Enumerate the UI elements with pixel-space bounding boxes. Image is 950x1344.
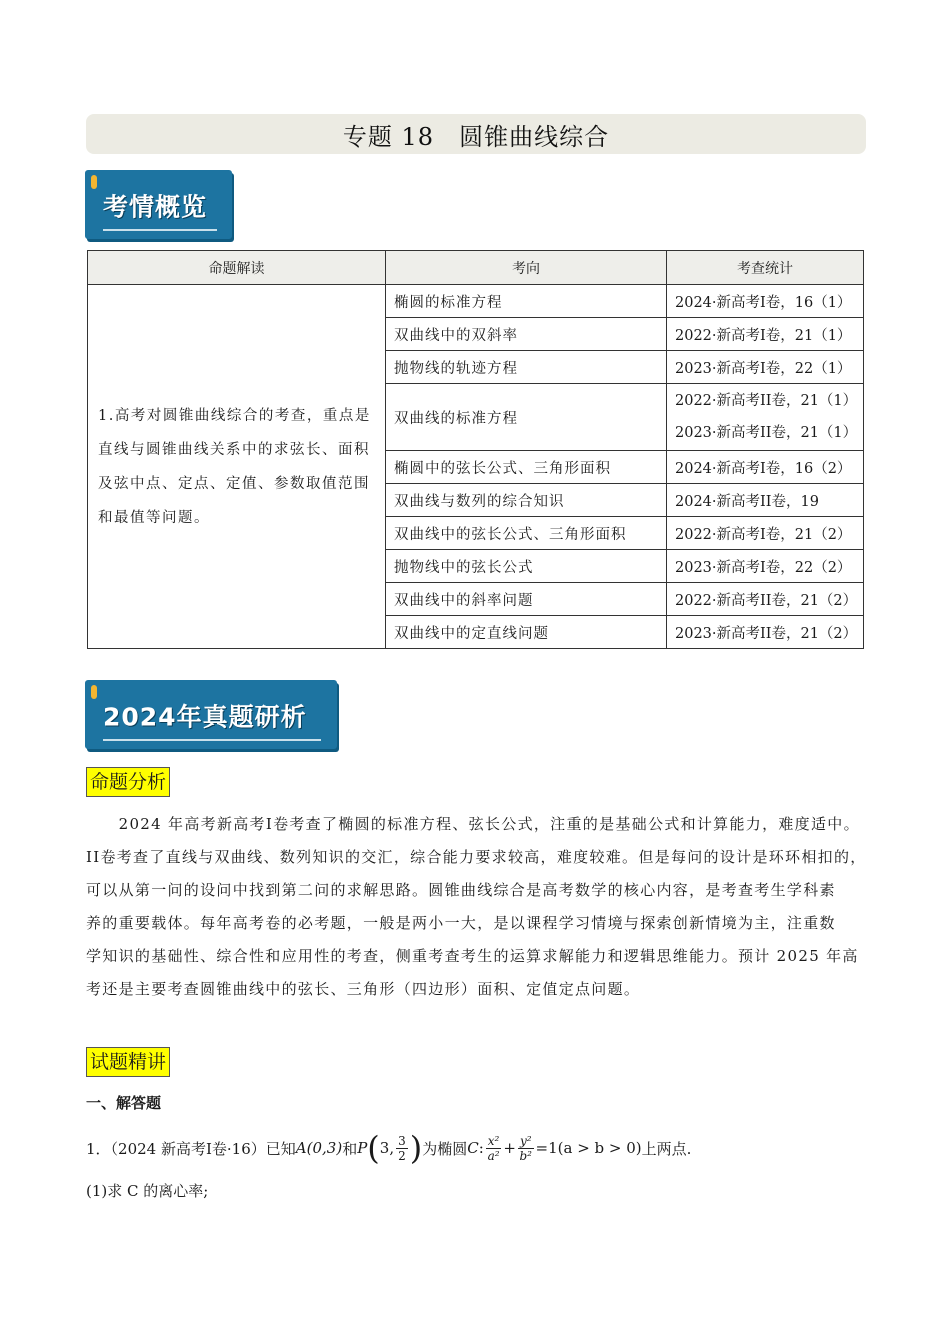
column-header: 命题解读: [88, 251, 386, 285]
paragraph-line: 养的重要载体。每年高考卷的必考题，一般是两小一大，是以课程学习情境与探索创新情境为主，注重数: [86, 914, 836, 932]
direction-cell: 椭圆中的弦长公式、三角形面积: [386, 451, 667, 484]
fraction-denominator: 2: [398, 1148, 406, 1163]
stat-cell: 2023·新高考II卷，21（2）: [667, 616, 864, 649]
banner-label: 2024年真题研析: [103, 702, 307, 732]
question-prefix: 1．（2024 新高考I卷·16）已知: [86, 1139, 296, 1158]
exam-overview-table: [87, 250, 864, 649]
section-heading: 一、解答题: [86, 1094, 162, 1112]
ellipse-name: C: [467, 1139, 479, 1157]
fraction-y-over-b: [518, 1134, 534, 1163]
direction-cell: 抛物线中的弦长公式: [386, 550, 667, 583]
fraction-x-over-a: [486, 1134, 502, 1163]
direction-cell: 双曲线中的双斜率: [386, 318, 667, 351]
section-banner-overview: [85, 170, 232, 239]
stat-cell: 2023·新高考I卷，22（1）: [667, 351, 864, 384]
fraction-three-halves: [396, 1134, 408, 1163]
stat-cell: 2024·新高考I卷，16（2）: [667, 451, 864, 484]
paragraph-line: 考还是主要考查圆锥曲线中的弦长、三角形（四边形）面积、定值定点问题。: [86, 980, 641, 998]
fraction-numerator: x²: [487, 1133, 500, 1148]
question-suffix: 上两点.: [641, 1139, 692, 1158]
section-banner-analysis: [85, 680, 337, 749]
fraction-numerator: 3: [398, 1133, 406, 1148]
page-title: 专题 18 圆锥曲线综合: [86, 114, 866, 154]
left-paren: (: [367, 1129, 380, 1167]
right-paren: ): [409, 1129, 423, 1167]
stat-cell: [667, 384, 864, 451]
interpretation-cell: 1.高考对圆锥曲线综合的考查，重点是直线与圆锥曲线关系中的求弦长、面积及弦中点、定点、定值、参数取值范围和最值等问题。: [88, 285, 386, 649]
plus-sign: +: [503, 1139, 516, 1157]
conjunction: 和: [342, 1139, 358, 1158]
column-header: 考查统计: [667, 251, 864, 285]
fraction-denominator: b²: [519, 1148, 532, 1163]
equation-rest: =1(a > b > 0): [535, 1139, 642, 1157]
colon: :: [478, 1139, 484, 1157]
direction-cell: 椭圆的标准方程: [386, 285, 667, 318]
point-p-x: 3,: [379, 1139, 395, 1157]
direction-cell: 双曲线中的定直线问题: [386, 616, 667, 649]
point-p-label: P: [357, 1139, 368, 1157]
stat-line: 2022·新高考II卷，21（1）: [675, 393, 858, 409]
paragraph-line: II卷考查了直线与双曲线、数列知识的交汇，综合能力要求较高，难度较难。但是每问的设计是环环相扣的，: [86, 848, 867, 866]
table-header-row: [88, 251, 864, 285]
ellipse-text: 为椭圆: [422, 1139, 468, 1158]
paragraph-line: 学知识的基础性、综合性和应用性的考查，侧重考查考生的运算求解能力和逻辑思维能力。预计 2025 年高: [86, 947, 859, 965]
direction-cell: 双曲线中的斜率问题: [386, 583, 667, 616]
direction-cell: 双曲线中的弦长公式、三角形面积: [386, 517, 667, 550]
paragraph-line: 2024 年高考新高考I卷考查了椭圆的标准方程、弦长公式，注重的是基础公式和计算能力，难度适中。: [86, 815, 860, 833]
banner-underline: [103, 739, 321, 741]
direction-cell: 双曲线的标准方程: [386, 384, 667, 451]
stat-cell: 2023·新高考I卷，22（2）: [667, 550, 864, 583]
direction-cell: 双曲线与数列的综合知识: [386, 484, 667, 517]
fraction-denominator: a²: [487, 1148, 500, 1163]
tag-question-lecture: 试题精讲: [86, 1047, 170, 1077]
stat-cell: 2024·新高考I卷，16（1）: [667, 285, 864, 318]
banner-underline: [103, 229, 217, 231]
subquestion-1: (1)求 C 的离心率;: [86, 1182, 209, 1200]
banner-marker: [91, 685, 97, 699]
stat-line: 2023·新高考II卷，21（1）: [675, 425, 858, 441]
analysis-paragraph: [86, 808, 876, 1006]
point-a: A(0,3): [295, 1139, 343, 1157]
stat-cell: 2022·新高考II卷，21（2）: [667, 583, 864, 616]
direction-cell: 抛物线的轨迹方程: [386, 351, 667, 384]
stat-cell: 2022·新高考I卷，21（2）: [667, 517, 864, 550]
banner-label: 考情概览: [103, 192, 208, 222]
stat-cell: 2024·新高考II卷，19: [667, 484, 864, 517]
tag-proposition-analysis: 命题分析: [86, 767, 170, 797]
fraction-numerator: y²: [519, 1133, 532, 1148]
stat-cell: 2022·新高考I卷，21（1）: [667, 318, 864, 351]
banner-marker: [91, 175, 97, 189]
paragraph-line: 可以从第一问的设问中找到第二问的求解思路。圆锥曲线综合是高考数学的核心内容，是考查考生学科素: [86, 881, 836, 899]
question-1: [86, 1124, 691, 1172]
column-header: 考向: [386, 251, 667, 285]
table-row: [88, 285, 864, 318]
